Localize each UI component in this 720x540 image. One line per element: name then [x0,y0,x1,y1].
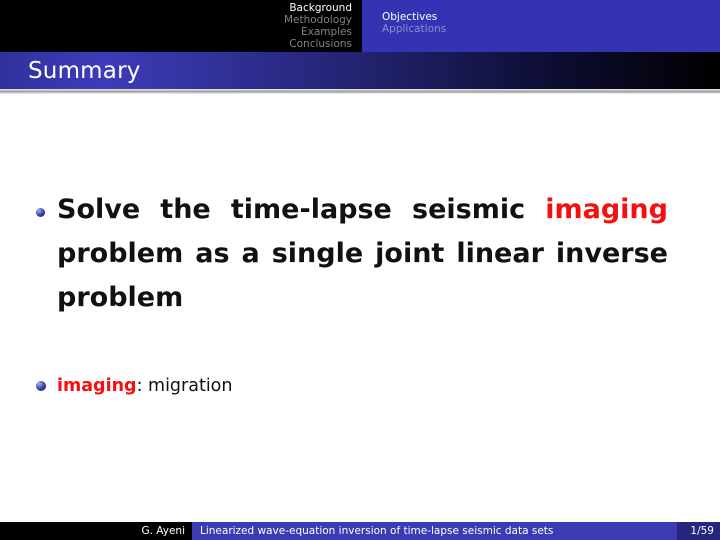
nav-item-conclusions[interactable]: Conclusions [289,38,352,50]
footer-author: G. Ayeni [141,525,185,537]
footer-title-section [192,522,677,540]
body-text: as [195,238,230,269]
body-text: problem [57,282,184,313]
text-line [57,188,668,232]
body-text: the [160,194,211,225]
body-text: problem [57,238,184,269]
alert-text: imaging [57,376,137,396]
bullet-item-main [57,188,668,320]
alert-text: imaging [545,194,668,225]
body-text: seismic [412,194,526,225]
body-text: single [271,238,364,269]
nav-item-methodology[interactable]: Methodology [283,14,352,26]
bullet-sphere-icon [36,381,46,391]
body-text: : migration [136,376,233,396]
body-text: time-lapse [230,194,392,225]
bullet-text [57,188,668,320]
frame-title-bar [0,52,720,89]
nav-subsections-list [362,0,720,52]
footer-author-section [0,522,192,540]
nav-header [0,0,720,52]
body-text: a [241,238,260,269]
text-line [57,375,232,397]
text-line [57,232,668,276]
footer-paper-title: Linearized wave-equation inversion of time-lapse seismic data sets [200,525,554,537]
bullet-item-definition [57,375,232,397]
body-text: inverse [555,238,668,269]
body-text: linear [456,238,544,269]
footer [0,522,720,540]
bullet-text [57,375,232,397]
nav-item-examples[interactable]: Examples [300,26,352,38]
bullet-sphere-icon [36,208,45,217]
nav-item-background[interactable]: Background [289,2,352,14]
title-shadow-divider [0,89,720,94]
body-text: joint [375,238,445,269]
footer-page-section [677,522,720,540]
text-line [57,276,668,320]
page-title: Summary [28,57,141,84]
page-number: 1/59 [690,525,714,537]
nav-sections-list [0,0,362,52]
nav-item-objectives[interactable]: Objectives [382,11,438,23]
body-text: Solve [57,194,141,225]
nav-item-applications[interactable]: Applications [382,23,447,35]
